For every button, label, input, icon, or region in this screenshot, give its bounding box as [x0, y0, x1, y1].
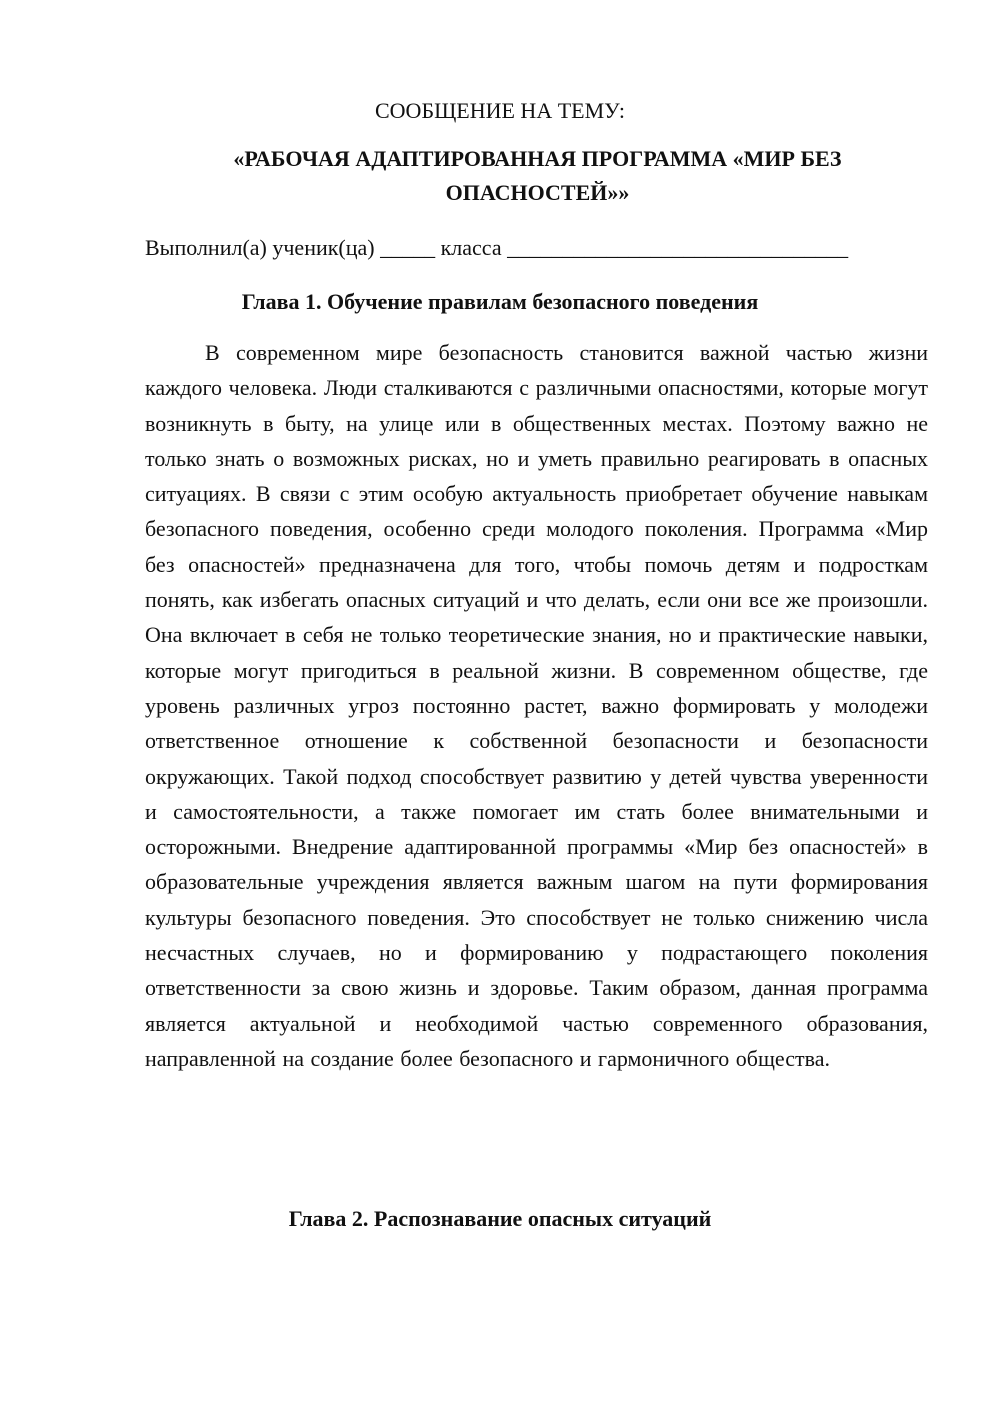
chapter2-title: Глава 2. Распознавание опасных ситуаций [288, 1206, 712, 1231]
document-heading: СООБЩЕНИЕ НА ТЕМУ: [375, 98, 625, 123]
chapter1-paragraph: В современном мире безопасность становится важной частью жизни каждого человека. Люди сталкиваются с различными опасностями, которые могут возникнуть в быту, на улице или в общественных местах. Поэтому важно не только знать о возможных рисках, но и уметь правильно реагировать в опасных ситуациях. В связи с этим особую актуальность приобретает обучение навыкам безопасного поведения, особенно среди молодого поколения. Программа «Мир без опасностей» предназначена для того, чтобы помочь детям и подросткам понять, как избегать опасных ситуаций и что делать, если они все же произошли. Она включает в себя не только теоретические знания, но и практические навыки, которые могут пригодиться в реальной жизни. В современном обществе, где уровень различных угроз постоянно растет, важно формировать у молодежи ответственное отношение к собственной безопасности и безопасности окружающих. Такой подход способствует развитию у детей чувства уверенности и самостоятельности, а также помогает им стать более внимательными и осторожными. Внедрение адаптированной программы «Мир без опасностей» в образовательные учреждения является важным шагом на пути формирования культуры безопасного поведения. Это способствует не только снижению числа несчастных случаев, но и формированию у подрастающего поколения ответственности за свою жизнь и здоровье. Таким образом, данная программа является актуальной и необходимой частью современного образования, направленной на создание более безопасного и гармоничного общества. [145, 340, 928, 1071]
document-title: «РАБОЧАЯ АДАПТИРОВАННАЯ ПРОГРАММА «МИР БЕЗ ОПАСНОСТЕЙ»» [233, 146, 842, 205]
chapter1-title: Глава 1. Обучение правилам безопасного поведения [241, 289, 759, 314]
author-line: Выполнил(а) ученик(ца) _____ класса _______________________________ [145, 235, 849, 260]
